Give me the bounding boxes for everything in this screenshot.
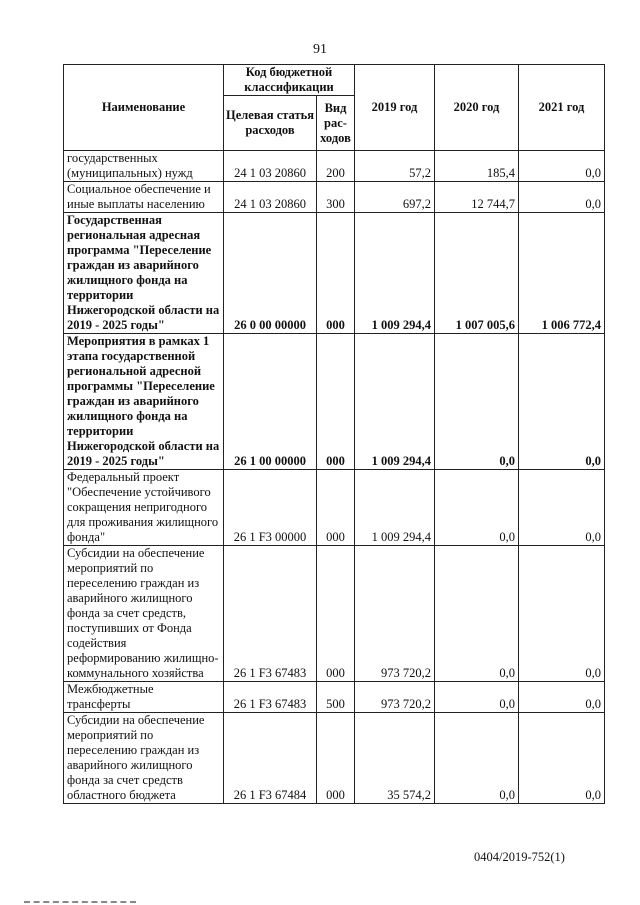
scan-artifact bbox=[24, 901, 136, 905]
row-value-2019: 973 720,2 bbox=[355, 546, 435, 682]
header-name: Наименование bbox=[64, 65, 224, 151]
row-expense-kind: 000 bbox=[317, 334, 355, 470]
row-value-2020: 0,0 bbox=[435, 713, 519, 804]
row-value-2021: 0,0 bbox=[519, 334, 605, 470]
table-row bbox=[64, 334, 605, 470]
header-2021: 2021 год bbox=[519, 65, 605, 151]
row-value-2020: 185,4 bbox=[435, 151, 519, 182]
row-value-2020: 0,0 bbox=[435, 682, 519, 713]
table-row bbox=[64, 213, 605, 334]
row-value-2019: 35 574,2 bbox=[355, 713, 435, 804]
row-value-2021: 0,0 bbox=[519, 546, 605, 682]
row-expense-kind: 000 bbox=[317, 713, 355, 804]
header-2019: 2019 год bbox=[355, 65, 435, 151]
header-budget-classification: Код бюджетной классификации bbox=[224, 65, 355, 96]
row-name: Государственная региональная адресная программа "Переселение граждан из аварийного жилищного фонда на территории Нижегородской области на 2019 - 2025 годы" bbox=[64, 213, 224, 334]
row-expense-kind: 300 bbox=[317, 182, 355, 213]
row-value-2021: 0,0 bbox=[519, 713, 605, 804]
row-target-code: 26 1 00 00000 bbox=[224, 334, 317, 470]
row-value-2021: 1 006 772,4 bbox=[519, 213, 605, 334]
row-target-code: 24 1 03 20860 bbox=[224, 151, 317, 182]
row-name: Федеральный проект "Обеспечение устойчивого сокращения непригодного для проживания жилищного фонда" bbox=[64, 470, 224, 546]
row-value-2020: 0,0 bbox=[435, 546, 519, 682]
row-value-2019: 1 009 294,4 bbox=[355, 470, 435, 546]
row-name: государственных (муниципальных) нужд bbox=[64, 151, 224, 182]
row-value-2019: 1 009 294,4 bbox=[355, 334, 435, 470]
row-value-2021: 0,0 bbox=[519, 682, 605, 713]
row-target-code: 26 1 F3 67483 bbox=[224, 682, 317, 713]
header-expense-kind: Вид рас- ходов bbox=[317, 96, 355, 151]
row-value-2021: 0,0 bbox=[519, 182, 605, 213]
table-row bbox=[64, 470, 605, 546]
row-value-2020: 0,0 bbox=[435, 334, 519, 470]
row-value-2019: 57,2 bbox=[355, 151, 435, 182]
header-target-article: Целевая статья расходов bbox=[224, 96, 317, 151]
row-expense-kind: 500 bbox=[317, 682, 355, 713]
table-row bbox=[64, 713, 605, 804]
table-row bbox=[64, 182, 605, 213]
table-row bbox=[64, 546, 605, 682]
header-2020: 2020 год bbox=[435, 65, 519, 151]
row-value-2021: 0,0 bbox=[519, 470, 605, 546]
row-name: Субсидии на обеспечение мероприятий по переселению граждан из аварийного жилищного фонда за счет средств, поступивших от Фонда содействия реформированию жилищно-коммунального хозяйства bbox=[64, 546, 224, 682]
row-expense-kind: 000 bbox=[317, 213, 355, 334]
row-target-code: 26 1 F3 67484 bbox=[224, 713, 317, 804]
row-expense-kind: 000 bbox=[317, 546, 355, 682]
row-value-2019: 1 009 294,4 bbox=[355, 213, 435, 334]
table-row bbox=[64, 151, 605, 182]
row-value-2020: 12 744,7 bbox=[435, 182, 519, 213]
row-value-2021: 0,0 bbox=[519, 151, 605, 182]
row-target-code: 24 1 03 20860 bbox=[224, 182, 317, 213]
row-value-2020: 0,0 bbox=[435, 470, 519, 546]
row-target-code: 26 1 F3 00000 bbox=[224, 470, 317, 546]
row-name: Межбюджетные трансферты bbox=[64, 682, 224, 713]
row-name: Социальное обеспечение и иные выплаты населению bbox=[64, 182, 224, 213]
row-value-2019: 697,2 bbox=[355, 182, 435, 213]
row-value-2019: 973 720,2 bbox=[355, 682, 435, 713]
row-expense-kind: 000 bbox=[317, 470, 355, 546]
row-expense-kind: 200 bbox=[317, 151, 355, 182]
page-number: 91 bbox=[313, 42, 327, 57]
budget-table bbox=[63, 64, 605, 804]
row-target-code: 26 1 F3 67483 bbox=[224, 546, 317, 682]
row-name: Мероприятия в рамках 1 этапа государственной региональной адресной программы "Переселение граждан из аварийного жилищного фонда на территории Нижегородской области на 2019 - 2025 годы" bbox=[64, 334, 224, 470]
row-name: Субсидии на обеспечение мероприятий по переселению граждан из аварийного жилищного фонда за счет средств областного бюджета bbox=[64, 713, 224, 804]
document-code: 0404/2019-752(1) bbox=[474, 850, 565, 864]
row-value-2020: 1 007 005,6 bbox=[435, 213, 519, 334]
table-row bbox=[64, 682, 605, 713]
row-target-code: 26 0 00 00000 bbox=[224, 213, 317, 334]
